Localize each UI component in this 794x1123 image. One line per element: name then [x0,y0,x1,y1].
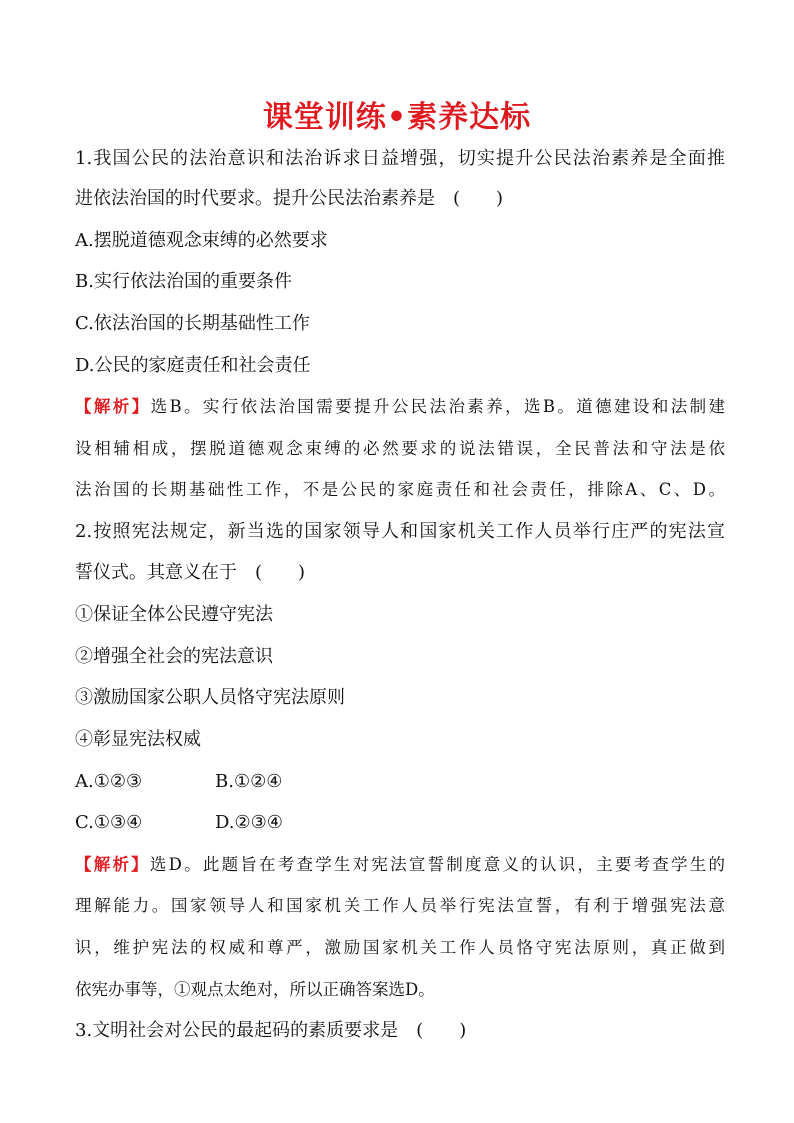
q3-stem-line-1: 3.文明社会对公民的最起码的素质要求是 ( ) [75,1020,467,1041]
q2-analysis-text-1: 选D。此题旨在考查学生对宪法宣誓制度意义的认识，主要考查学生的 [149,855,726,874]
q1-analysis-text-1: 选B。实行依法治国需要提升公民法治素养，选B。道德建设和法制建 [150,397,725,416]
q2-options-row-2 [75,811,725,835]
q2-option-b: B.①②④ [215,771,283,792]
q2-item-3: ③激励国家公职人员恪守宪法原则 [75,687,345,708]
q2-analysis-line-1 [75,853,725,877]
q1-analysis-line-3: 法治国的长期基础性工作，不是公民的家庭责任和社会责任，排除A、C、D。 [75,480,725,499]
q1-analysis-line-2: 设相辅相成，摆脱道德观念束缚的必然要求的说法错误，全民普法和守法是依 [75,439,725,458]
q1-option-c: C.依法治国的长期基础性工作 [75,313,310,334]
q2-analysis-line-3: 识，维护宪法的权威和尊严，激励国家机关工作人员恪守宪法原则，真正做到 [75,938,725,957]
q1-option-b: B.实行依法治国的重要条件 [75,271,292,292]
q2-item-2: ②增强全社会的宪法意识 [75,646,273,667]
q2-analysis-line-4: 依宪办事等，①观点太绝对，所以正确答案选D。 [75,980,435,999]
q2-option-a: A.①②③ [75,771,143,792]
q1-option-a: A.摆脱道德观念束缚的必然要求 [75,230,328,251]
q2-analysis-line-2: 理解能力。国家领导人和国家机关工作人员举行宪法宣誓，有利于增强宪法意 [75,896,725,915]
q1-stem-line-1: 1.我国公民的法治意识和法治诉求日益增强，切实提升公民法治素养是全面推 [75,148,725,169]
analysis-tag: 【解析】 [75,397,151,416]
q2-stem-line-1: 2.按照宪法规定，新当选的国家领导人和国家机关工作人员举行庄严的宪法宣 [75,521,725,542]
q2-option-c: C.①③④ [75,812,143,833]
analysis-tag: 【解析】 [75,855,150,874]
q1-option-d: D.公民的家庭责任和社会责任 [75,355,311,376]
q2-option-d: D.②③④ [215,812,283,833]
q2-item-4: ④彰显宪法权威 [75,729,201,750]
q1-analysis-line-1 [75,395,725,419]
q2-stem-line-2: 誓仪式。其意义在于 ( ) [75,562,306,583]
q2-item-1: ①保证全体公民遵守宪法 [75,604,273,625]
q2-options-row-1 [75,770,725,794]
page-title: 课堂训练•素养达标 [262,100,532,135]
q1-stem-line-2: 进依法治国的时代要求。提升公民法治素养是 ( ) [75,188,504,209]
